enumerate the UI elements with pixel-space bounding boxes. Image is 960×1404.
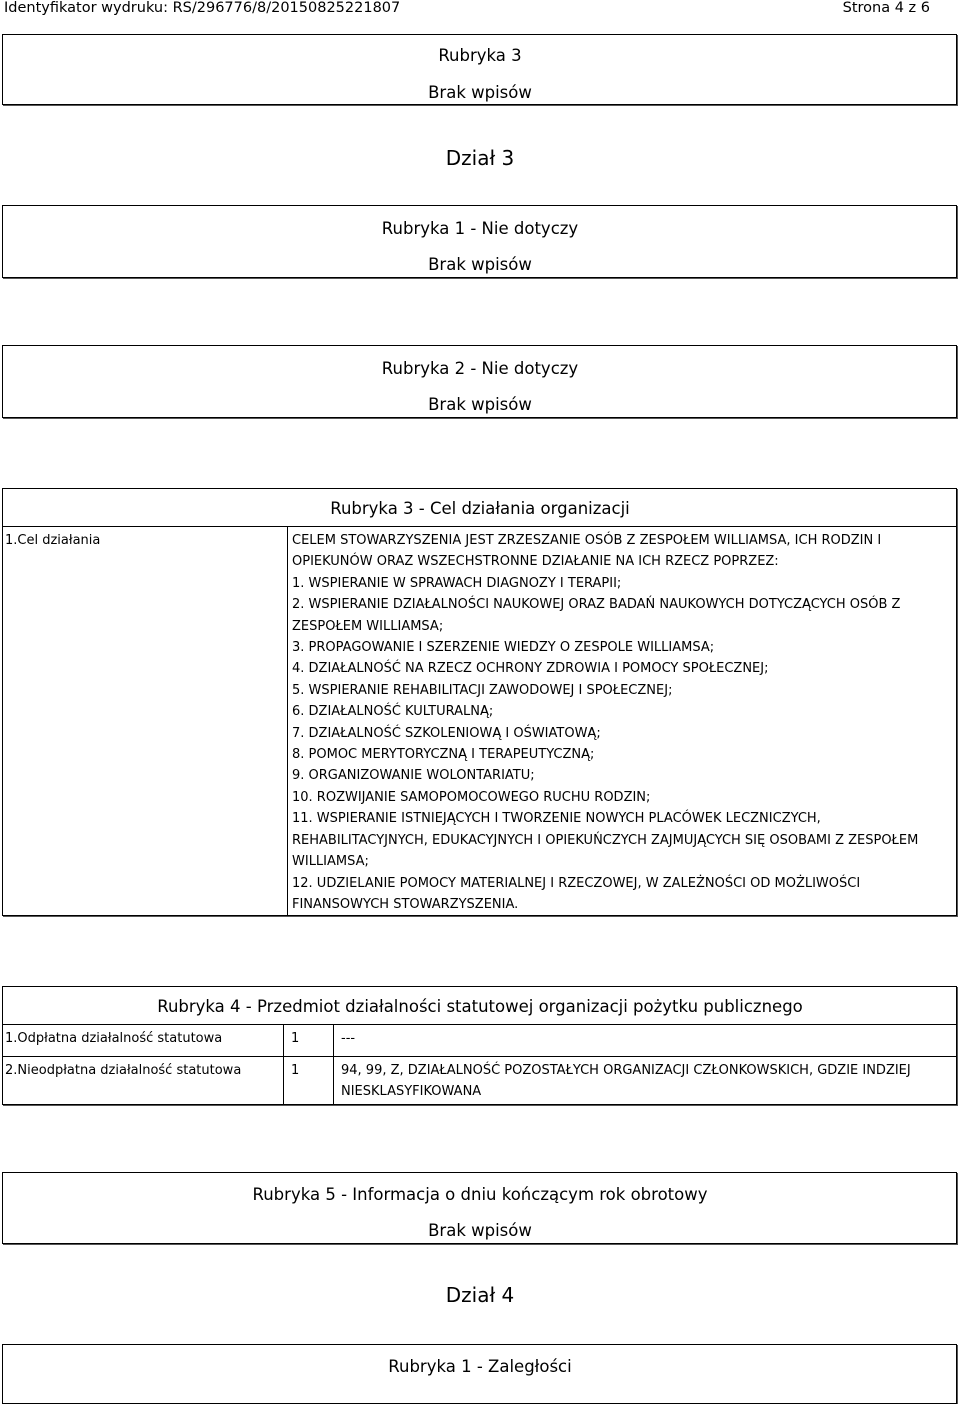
goal-line: 9. ORGANIZOWANIE WOLONTARIATU; [292, 768, 535, 784]
rubryka3-goal-title: Rubryka 3 - Cel działania organizacji [330, 499, 630, 518]
row2-num: 1 [291, 1063, 300, 1078]
rubryka5-title: Rubryka 5 - Informacja o dniu kończącym rok obrotowy [252, 1185, 708, 1204]
rubryka1-value: Brak wpisów [428, 255, 532, 274]
print-identifier: Identyfikator wydruku: RS/296776/8/20150825221807 [4, 0, 401, 16]
goal-line: 4. DZIAŁALNOŚĆ NA RZECZ OCHRONY ZDROWIA I POMOCY SPOŁECZNEJ; [292, 661, 769, 677]
goal-line: CELEM STOWARZYSZENIA JEST ZRZESZANIE OSÓB Z ZESPOŁEM WILLIAMSA, ICH RODZIN I [292, 533, 882, 548]
goal-line: FINANSOWYCH STOWARZYSZENIA. [292, 896, 519, 912]
goal-line: 7. DZIAŁALNOŚĆ SZKOLENIOWĄ I OŚWIATOWĄ; [292, 725, 601, 741]
rubryka1-title: Rubryka 1 - Nie dotyczy [381, 219, 579, 238]
column-divider [333, 1024, 334, 1104]
divider [3, 1024, 956, 1025]
dzial3-title: Dział 3 [445, 146, 515, 170]
column-divider [287, 526, 288, 915]
goal-line: 11. WSPIERANIE ISTNIEJĄCYCH I TWORZENIE NOWYCH PLACÓWEK LECZNICZYCH, [292, 811, 821, 827]
column-divider [283, 1024, 284, 1104]
goal-line: WILLIAMSA; [292, 854, 369, 870]
goal-line: OPIEKUNÓW ORAZ WSZECHSTRONNE DZIAŁANIE NA ICH RZECZ POPRZEZ: [292, 554, 779, 570]
row2-text-line1: 94, 99, Z, DZIAŁALNOŚĆ POZOSTAŁYCH ORGANIZACJI CZŁONKOWSKICH, GDZIE INDZIEJ [341, 1063, 911, 1078]
goal-line: 12. UDZIELANIE POMOCY MATERIALNEJ I RZECZOWEJ, W ZALEŻNOŚCI OD MOŻLIWOŚCI [292, 875, 861, 891]
rubryka2-title: Rubryka 2 - Nie dotyczy [381, 359, 579, 378]
goal-line: 3. PROPAGOWANIE I SZERZENIE WIEDZY O ZESPOLE WILLIAMSA; [292, 640, 715, 656]
row1-text: --- [341, 1031, 356, 1046]
page-number: Strona 4 z 6 [842, 0, 930, 16]
dzial4-rubryka1-title: Rubryka 1 - Zaległości [388, 1357, 572, 1376]
goal-line: 10. ROZWIJANIE SAMOPOMOCOWEGO RUCHU RODZIN; [292, 789, 651, 805]
goal-line: REHABILITACYJNYCH, EDUKACYJNYCH I OPIEKUŃCZYCH ZAJMUJĄCYCH SIĘ OSOBAMI Z ZESPOŁEM [292, 832, 919, 848]
rubryka3-top-value: Brak wpisów [428, 83, 532, 102]
divider [3, 1056, 956, 1057]
goal-line: ZESPOŁEM WILLIAMSA; [292, 618, 444, 634]
goal-label: 1.Cel działania [5, 533, 101, 548]
goal-line: 2. WSPIERANIE DZIAŁALNOŚCI NAUKOWEJ ORAZ BADAŃ NAUKOWYCH DOTYCZĄCYCH OSÓB Z [292, 597, 901, 613]
rubryka3-top-title: Rubryka 3 [438, 46, 522, 65]
row1-label: 1.Odpłatna działalność statutowa [5, 1031, 223, 1046]
rubryka2-value: Brak wpisów [428, 395, 532, 414]
goal-line: 1. WSPIERANIE W SPRAWACH DIAGNOZY I TERAPII; [292, 575, 622, 591]
rubryka4-title: Rubryka 4 - Przedmiot działalności statutowej organizacji pożytku publicznego [157, 997, 803, 1016]
divider [3, 526, 956, 527]
goal-line: 5. WSPIERANIE REHABILITACJI ZAWODOWEJ I SPOŁECZNEJ; [292, 682, 673, 698]
goal-line: 8. POMOC MERYTORYCZNĄ I TERAPEUTYCZNĄ; [292, 747, 595, 763]
goal-line: 6. DZIAŁALNOŚĆ KULTURALNĄ; [292, 704, 494, 720]
row1-num: 1 [291, 1031, 300, 1046]
goal-text [292, 530, 952, 915]
row2-label: 2.Nieodpłatna działalność statutowa [5, 1063, 242, 1078]
rubryka5-value: Brak wpisów [428, 1221, 532, 1240]
dzial4-title: Dział 4 [445, 1283, 515, 1307]
row2-text-line2: NIESKLASYFIKOWANA [341, 1084, 482, 1099]
